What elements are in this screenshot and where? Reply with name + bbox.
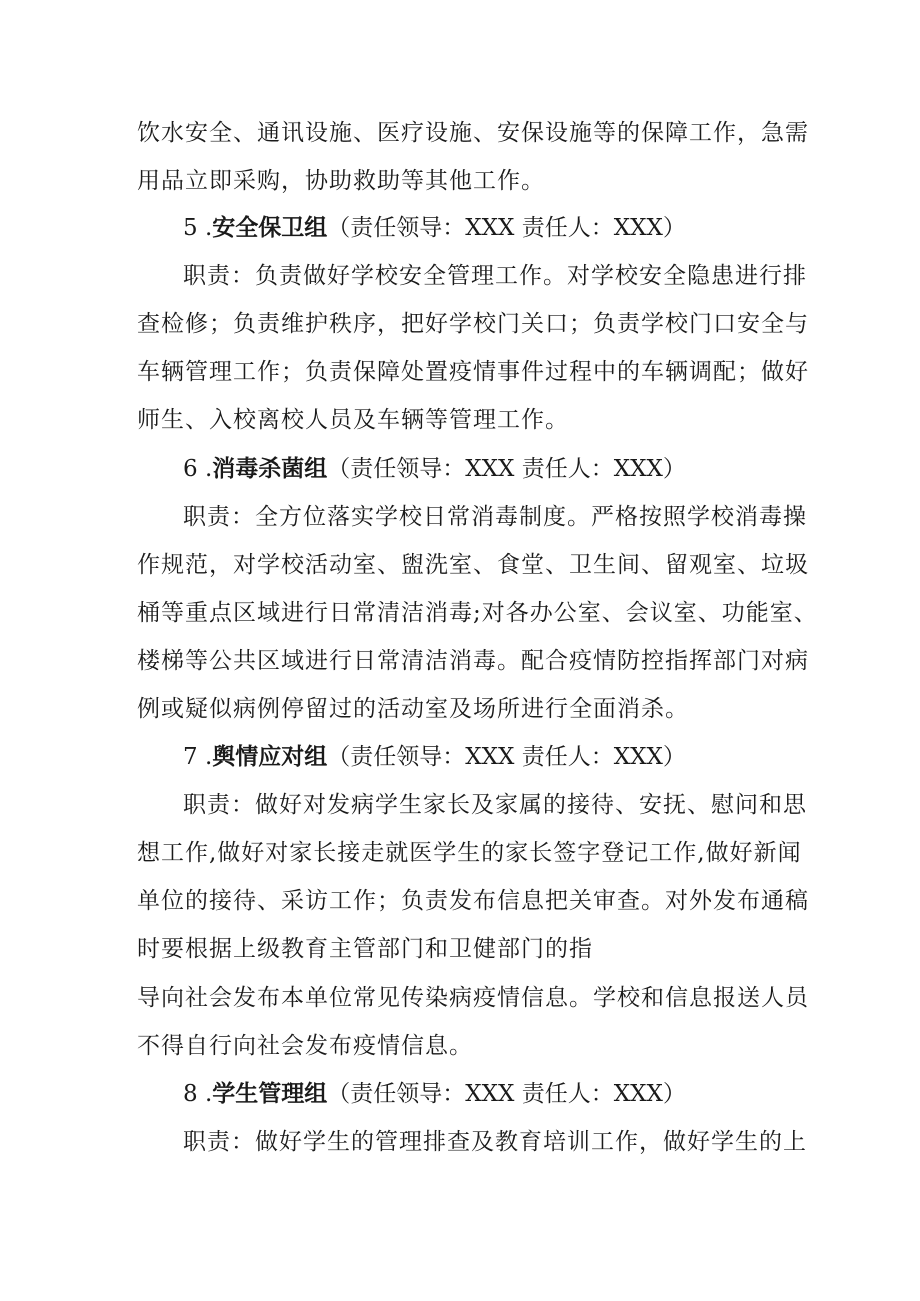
- body-line: 师生、入校离校人员及车辆等管理工作。: [137, 407, 569, 433]
- heading-title: 消毒杀菌组: [212, 456, 328, 482]
- heading-meta: （责任领导：XXX 责任人：XXX）: [327, 1081, 686, 1107]
- heading-number: 6 .: [183, 456, 213, 482]
- section-heading-6: [183, 454, 686, 484]
- heading-number: 7 .: [183, 744, 213, 770]
- body-line: 例或疑似病例停留过的活动室及场所进行全面消杀。: [137, 696, 689, 722]
- heading-title: 学生管理组: [212, 1081, 328, 1107]
- heading-meta: （责任领导：XXX 责任人：XXX）: [327, 215, 686, 241]
- section-heading-8: [183, 1079, 686, 1109]
- body-line: 不得自行向社会发布疫情信息。: [137, 1033, 473, 1059]
- section-heading-7: [183, 742, 686, 772]
- body-line: 时要根据上级教育主管部门和卫健部门的指: [137, 936, 593, 962]
- body-line: 楼梯等公共区域进行日常清洁消毒。配合疫情防控指挥部门对病: [137, 648, 809, 674]
- body-line: 查检修；负责维护秩序，把好学校门关口；负责学校门口安全与: [137, 311, 809, 337]
- body-line: 饮水安全、通讯设施、医疗设施、安保设施等的保障工作，急需: [137, 120, 809, 146]
- heading-title: 舆情应对组: [212, 744, 328, 770]
- body-line: 作规范，对学校活动室、盥洗室、食堂、卫生间、留观室、垃圾: [137, 552, 809, 578]
- heading-meta: （责任领导：XXX 责任人：XXX）: [327, 744, 686, 770]
- section-heading-5: [183, 213, 686, 243]
- body-line: 桶等重点区域进行日常清洁消毒;对各办公室、会议室、功能室、: [137, 600, 818, 626]
- body-line: 职责：做好对发病学生家长及家属的接待、安抚、慰问和思: [183, 792, 807, 818]
- body-line: 导向社会发布本单位常见传染病疫情信息。学校和信息报送人员: [137, 985, 809, 1011]
- heading-title: 安全保卫组: [212, 215, 328, 241]
- body-line: 用品立即采购，协助救助等其他工作。: [137, 168, 545, 194]
- body-line: 职责：负责做好学校安全管理工作。对学校安全隐患进行排: [183, 263, 807, 289]
- heading-number: 5 .: [183, 215, 213, 241]
- body-line: 职责：做好学生的管理排查及教育培训工作，做好学生的上: [183, 1129, 807, 1155]
- heading-meta: （责任领导：XXX 责任人：XXX）: [327, 456, 686, 482]
- body-line: 单位的接待、采访工作；负责发布信息把关审查。对外发布通稿: [137, 888, 809, 914]
- body-line: 车辆管理工作；负责保障处置疫情事件过程中的车辆调配；做好: [137, 359, 809, 385]
- body-line: 想工作,做好对家长接走就医学生的家长签字登记工作,做好新闻: [137, 840, 802, 866]
- heading-number: 8 .: [183, 1081, 213, 1107]
- body-line: 职责：全方位落实学校日常消毒制度。严格按照学校消毒操: [183, 504, 807, 530]
